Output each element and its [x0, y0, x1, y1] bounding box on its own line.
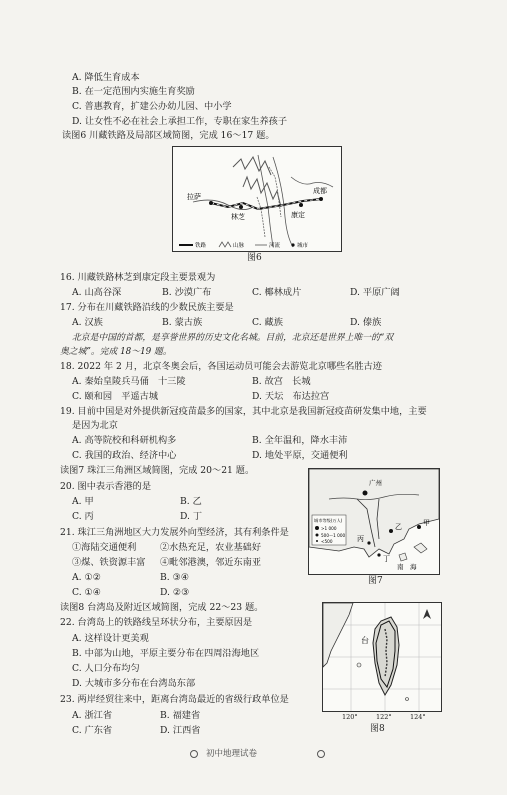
legend-title-7: 城市等级(万人) [314, 518, 343, 523]
figure-8-map [322, 602, 442, 712]
label-guangzhou: 广州 [369, 479, 382, 487]
q22-option-d: D. 大城市多分布在台湾岛东部 [72, 678, 196, 689]
label-yi: 乙 [395, 523, 402, 531]
q21-option-c: C. ①④ [72, 587, 102, 598]
footer-mark-left [190, 750, 198, 758]
label-lhasa: 拉萨 [187, 193, 201, 201]
q21-item-1: ①海陆交通便利 [72, 542, 137, 553]
intro-figure-6: 读图6 川藏铁路及局部区域简图，完成 16～17 题。 [62, 130, 275, 141]
q23-option-d: D. 江西省 [160, 725, 201, 736]
q23-option-a: A. 浙江省 [72, 710, 113, 721]
q23-stem: 23. 两岸经贸往来中，距离台湾岛最近的省级行政单位是 [60, 694, 289, 705]
q21-option-d: D. ②③ [160, 587, 190, 598]
q18-option-c: C. 颐和园 平遥古城 [72, 391, 159, 402]
q15-option-a: A. 降低生育成本 [72, 72, 140, 83]
q21-item-2: ②水热充足，农业基础好 [160, 542, 262, 553]
q22-option-b: B. 中部为山地，平原主要分布在四周沿海地区 [72, 648, 260, 659]
q19-option-b: B. 全年温和，降水丰沛 [252, 435, 348, 446]
q16-option-d: D. 平原广阔 [350, 287, 400, 298]
city-ding-dot [377, 553, 380, 556]
label-bing: 丙 [357, 535, 364, 543]
q15-option-b: B. 在一定范围内实施生育奖励 [72, 86, 195, 97]
city-kangding-dot [299, 203, 303, 207]
q17-option-d: D. 傣族 [350, 317, 382, 328]
intro-figure-7: 读图7 珠江三角洲区域简图，完成 20～21 题。 [60, 465, 255, 476]
footer-mark-right [317, 750, 325, 758]
fig8-lon-122: 122° [376, 713, 392, 721]
figure-7-svg [309, 469, 439, 574]
label-jia: 甲 [423, 519, 430, 527]
figure-6-map [172, 146, 342, 252]
figure-7-caption: 图7 [368, 576, 383, 586]
q17-stem: 17. 分布在川藏铁路沿线的少数民族主要是 [60, 302, 234, 313]
city-jia-dot [417, 525, 421, 529]
fig8-lon-124: 124° [410, 713, 426, 721]
q15-option-d: D. 让女性不必在社会上承担工作，专职在家生养孩子 [72, 116, 288, 127]
legend-river: 河流 [269, 243, 281, 249]
legend-level-1: >1 000 [321, 526, 337, 531]
q16-option-a: A. 山高谷深 [72, 287, 122, 298]
passage-line-2: 奥之城”。完成 18～19 题。 [60, 347, 172, 357]
intro-figure-8: 读图8 台湾岛及附近区域简图，完成 22～23 题。 [60, 602, 264, 613]
q22-stem: 22. 台湾岛上的铁路线呈环状分布，主要原因是 [60, 617, 253, 628]
q20-option-a: A. 甲 [72, 496, 94, 507]
q20-option-c: C. 丙 [72, 511, 94, 522]
q21-option-a: A. ①② [72, 572, 101, 583]
q21-item-3: ③煤、铁资源丰富 [72, 557, 146, 568]
q16-stem: 16. 川藏铁路林芝到康定段主要景观为 [60, 272, 216, 283]
q23-option-c: C. 广东省 [72, 725, 113, 736]
q18-option-b: B. 故宫 长城 [252, 376, 311, 387]
q15-option-c: C. 普惠教育，扩建公办幼儿园、中小学 [72, 101, 232, 112]
city-chengdu-dot [319, 197, 323, 201]
legend-level-2: 500～1 000 [321, 533, 346, 538]
q17-option-c: C. 藏族 [252, 317, 283, 328]
q18-option-d: D. 天坛 布达拉宫 [252, 391, 330, 402]
city-lhasa-dot [209, 201, 213, 205]
label-ding: 丁 [383, 555, 390, 563]
q19-option-d: D. 地处平原，交通便利 [252, 450, 348, 461]
q19-option-c: C. 我国的政治、经济中心 [72, 450, 177, 461]
q19-option-a: A. 高等院校和科研机构多 [72, 435, 177, 446]
q16-option-c: C. 椰林成片 [252, 287, 302, 298]
q18-option-a: A. 秦始皇陵兵马俑 十三陵 [72, 376, 186, 387]
q22-option-a: A. 这样设计更美观 [72, 633, 149, 644]
figure-8-svg [323, 603, 441, 711]
q21-option-b: B. ③④ [160, 572, 190, 583]
label-south-sea: 南 海 [397, 563, 417, 571]
city-yi-dot [389, 529, 393, 533]
q22-option-c: C. 人口分布均匀 [72, 663, 140, 674]
legend-mountain: 山脉 [233, 243, 245, 249]
q17-option-b: B. 蒙古族 [162, 317, 203, 328]
q20-stem: 20. 图中表示香港的是 [60, 481, 152, 492]
q16-option-b: B. 沙漠广布 [162, 287, 212, 298]
figure-6-svg [173, 147, 341, 251]
footer-title: 初中地理试卷 [206, 749, 258, 759]
fig8-lon-120: 120° [342, 713, 358, 721]
legend-city: 城市 [297, 243, 309, 249]
passage-line-1: 北京是中国的首都，是享誉世界的历史文化名城。目前，北京还是世界上唯一的“双 [72, 333, 394, 343]
page-footer [190, 748, 325, 760]
q21-item-4: ④毗邻港澳，邻近东南亚 [160, 557, 262, 568]
label-taiwan: 台 [361, 636, 369, 645]
q18-stem: 18. 2022 年 2 月，北京冬奥会后，各国运动员可能会去游览北京哪些名胜古迹 [60, 361, 382, 372]
label-kangding: 康定 [291, 211, 305, 219]
city-linzhi-dot [239, 205, 243, 209]
city-bing-dot [367, 541, 370, 544]
legend-rail: 铁路 [195, 243, 207, 249]
label-chengdu: 成都 [313, 187, 327, 195]
label-linzhi: 林芝 [231, 213, 245, 221]
q19-stem-1: 19. 目前中国是对外提供新冠疫苗最多的国家，其中北京是我国新冠疫苗研发集中地，主要 [60, 406, 427, 417]
city-guangzhou-dot [363, 491, 368, 496]
q23-option-b: B. 福建省 [160, 710, 201, 721]
figure-8-caption: 图8 [370, 724, 385, 734]
q20-option-b: B. 乙 [180, 496, 202, 507]
q17-option-a: A. 汉族 [72, 317, 103, 328]
q20-option-d: D. 丁 [180, 511, 203, 522]
q19-stem-2: 是因为北京 [72, 420, 118, 431]
legend-level-3: <500 [321, 539, 333, 544]
figure-6-caption: 图6 [247, 253, 262, 263]
figure-7-map [308, 468, 440, 575]
q21-stem: 21. 珠江三角洲地区大力发展外向型经济，其有利条件是 [60, 527, 289, 538]
